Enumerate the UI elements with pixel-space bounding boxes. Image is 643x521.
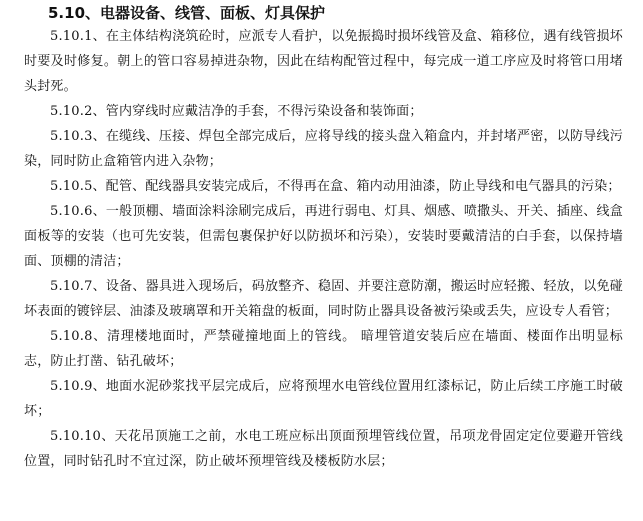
paragraph-5-10-7: 5.10.7、设备、器具进入现场后，码放整齐、稳固、并要注意防潮，搬运时应轻搬、轻放，以免碰坏表面的镀锌层、油漆及玻璃罩和开关箱盘的板面，同时防止器具设备被污染或丢失，应设专人看管；	[24, 279, 623, 319]
paragraph-5-10-1: 5.10.1、在主体结构浇筑砼时，应派专人看护，以免振捣时损坏线管及盒、箱移位，遇有线管损坏时要及时修复。朝上的管口容易掉进杂物，因此在结构配管过程中，每完成一道工序应及时将管口用堵头封死。	[24, 29, 623, 94]
paragraph-5-10-3: 5.10.3、在缆线、压接、焊包全部完成后，应将导线的接头盘入箱盒内，并封堵严密，以防导线污染，同时防止盒箱管内进入杂物；	[24, 129, 623, 169]
paragraph-5-10-5: 5.10.5、配管、配线器具安装完成后，不得再在盒、箱内动用油漆，防止导线和电气器具的污染；	[50, 179, 621, 194]
paragraph-5-10-8: 5.10.8、清理楼地面时，严禁碰撞地面上的管线。 暗埋管道安装后应在墙面、楼面作出明显标志，防止打凿、钻孔破坏；	[24, 329, 623, 369]
paragraph-5-10-10: 5.10.10、天花吊顶施工之前，水电工班应标出顶面预埋管线位置，吊项龙骨固定定位要避开管线位置，同时钻孔时不宜过深，防止破坏预埋管线及楼板防水层；	[24, 429, 623, 469]
paragraph-5-10-9: 5.10.9、地面水泥砂浆找平层完成后，应将预埋水电管线位置用红漆标记，防止后续工序施工时破坏；	[24, 379, 623, 419]
paragraph-5-10-6: 5.10.6、一般顶棚、墙面涂料涂刷完成后，再进行弱电、灯具、烟感、喷撒头、开关、插座、线盒面板等的安装（也可先安装，但需包裹保护好以防损坏和污染），安装时要戴清洁的白手套，以保持墙面、顶棚的清洁；	[24, 204, 623, 269]
paragraph-5-10-2: 5.10.2、管内穿线时应戴洁净的手套，不得污染设备和装饰面；	[50, 104, 423, 119]
section-heading: 5.10、电器设备、线管、面板、灯具保护	[48, 4, 326, 22]
